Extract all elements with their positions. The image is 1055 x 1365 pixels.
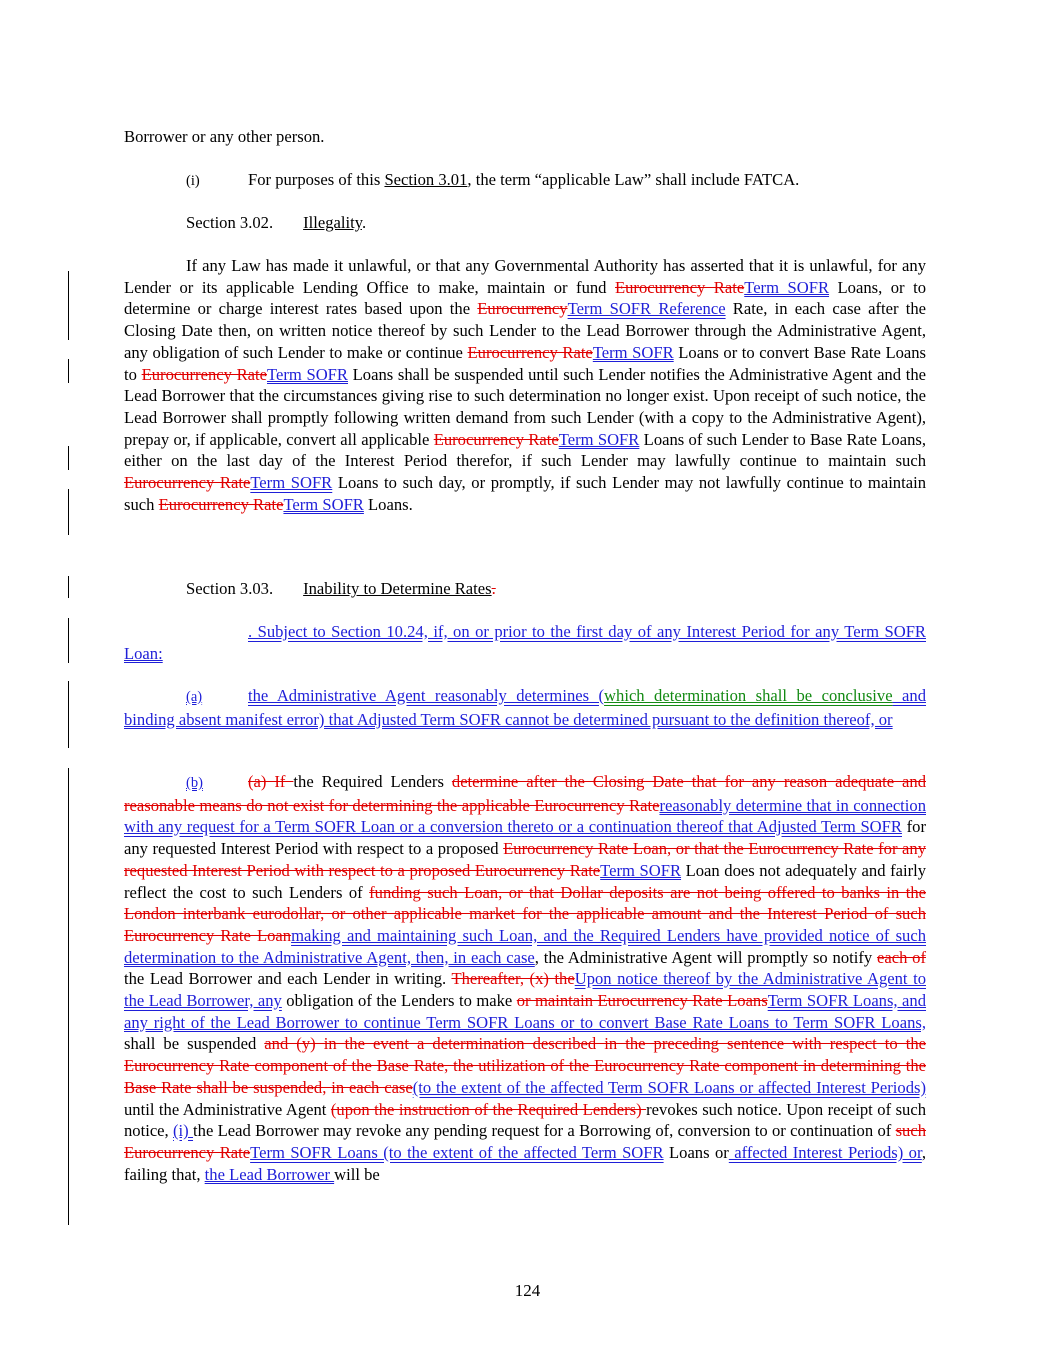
section-reference: Section 3.01 (384, 170, 468, 189)
paragraph-number: (i) (186, 173, 200, 189)
change-bar (68, 489, 69, 535)
carryover-text: Borrower or any other person. (124, 127, 325, 146)
section-number: Section 3.03. (186, 579, 274, 598)
change-bar (68, 768, 69, 1225)
section-title: Inability to Determine Rates (303, 579, 492, 598)
paragraph-number: (a) (186, 689, 203, 705)
section-3-02-heading: Section 3.02. Illegality. (186, 213, 367, 232)
paragraph-number: (b) (186, 775, 203, 791)
section-3-03-lead-in: . Subject to Section 10.24, if, on or prior to the first day of any Interest Period for any Term SOFR Loan: (124, 622, 926, 663)
paragraph-a: (a) the Administrative Agent reasonably determines (which determination shall be conclusive and binding absent manifest error) that Adjusted Term SOFR cannot be determined pursuant to the definition thereof, or (124, 686, 926, 729)
change-bar (68, 359, 69, 383)
illegality-paragraph: If any Law has made it unlawful, or that any Governmental Authority has asserted that it is unlawful, for any Lender or its applicable Lending Office to make, maintain or fund Eurocurrency RateTerm SOFR Loans, or to determine or charge interest rates based upon the EurocurrencyTerm SOFR Reference Rate, in each case after the Closing Date then, on written notice thereof by such Lender to the Lead Borrower through the Administrative Agent, any obligation of such Lender to make or continue Eurocurrency RateTerm SOFR Loans or to convert Base Rate Loans to Eurocurrency RateTerm SOFR Loans shall be suspended until such Lender notifies the Administrative Agent and the Lead Borrower that the circumstances giving rise to such determination no longer exist. Upon receipt of such notice, the Lead Borrower shall promptly following written demand from such Lender (with a copy to the Administrative Agent), prepay or, if applicable, convert all applicable Eurocurrency RateTerm SOFR Loans of such Lender to Base Rate Loans, either on the last day of the Interest Period therefor, if such Lender may lawfully continue to maintain such Eurocurrency RateTerm SOFR Loans to such day, or promptly, if such Lender may not lawfully continue to maintain such Eurocurrency RateTerm SOFR Loans. (124, 256, 927, 514)
section-3-03-heading: Section 3.03. Inability to Determine Rates. (186, 579, 496, 598)
change-bar (68, 446, 69, 470)
section-number: Section 3.02. (186, 213, 274, 232)
change-bar (68, 618, 69, 663)
change-bar (68, 576, 69, 598)
page-number: 124 (514, 1281, 541, 1300)
paragraph-b: (b) (a) If the Required Lenders determine after the Closing Date that for any reason adequate and reasonable means do not exist for determining the applicable Eurocurrency Ratereasonably determine that in connection with any request for a Term SOFR Loan or a conversion thereto or a continuation thereof that Adjusted Term SOFR for any requested Interest Period with respect to a proposed Eurocurrency Rate Loan, or that the Eurocurrency Rate for any requested Interest Period with respect to a proposed Eurocurrency RateTerm SOFR Loan does not adequately and fairly reflect the cost to such Lenders of funding such Loan, or that Dollar deposits are not being offered to banks in the London interbank eurodollar, or other applicable market for the applicable amount and the Interest Period of such Eurocurrency Rate Loanmaking and maintaining such Loan, and the Required Lenders have provided notice of such determination to the Administrative Agent, then, in each case, the Administrative Agent will promptly so notify each of the Lead Borrower and each Lender in writing. Thereafter, (x) theUpon notice thereof by the Administrative Agent to the Lead Borrower, any obligation of the Lenders to make or maintain Eurocurrency Rate LoansTerm SOFR Loans, and any right of the Lead Borrower to continue Term SOFR Loans or to convert Base Rate Loans to Term SOFR Loans, shall be suspended and (y) in the event a determination described in the preceding sentence with respect to the Eurocurrency Rate component of the Base Rate, the utilization of the Eurocurrency Rate component in determining the Base Rate shall be suspended, in each case(to the extent of the affected Term SOFR Loans or affected Interest Periods) until the Administrative Agent (upon the instruction of the Required Lenders) revokes such notice. Upon receipt of such notice, (i) the Lead Borrower may revoke any pending request for a Borrowing of, conversion to or continuation of such Eurocurrency RateTerm SOFR Loans (to the extent of the affected Term SOFR Loans or affected Interest Periods) or, failing that, the Lead Borrower will be (124, 772, 927, 1184)
change-bar (68, 271, 69, 340)
section-title: Illegality (303, 213, 362, 232)
change-bar (68, 681, 69, 748)
paragraph-i: (i) For purposes of this Section 3.01, the term “applicable Law” shall include FATCA. (124, 169, 926, 193)
